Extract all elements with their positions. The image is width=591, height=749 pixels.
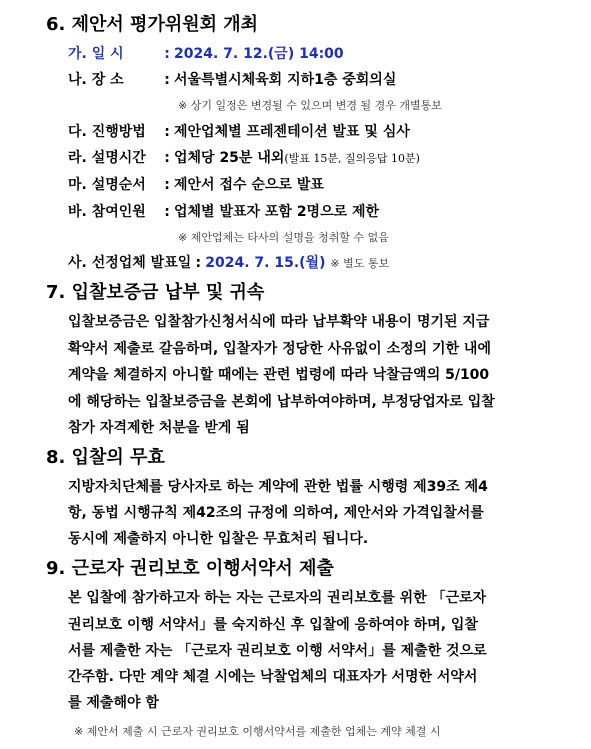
section-9-title: 9. 근로자 권리보호 이행서약서 제출 xyxy=(46,558,334,579)
colon: : xyxy=(164,177,170,193)
schedule-row-method xyxy=(68,121,410,141)
colon: : xyxy=(164,72,170,88)
participants-value: 업체별 발표자 포함 2명으로 제한 xyxy=(174,204,380,220)
sec9-line: 를 제출해야 함 xyxy=(68,695,159,711)
colon: : xyxy=(164,124,170,140)
sec9-line: 서를 제출한 자는 「근로자 권리보호 이행 서약서」를 제출한 것으로 xyxy=(68,643,487,659)
sec7-line: 입찰보증금은 입찰참가신청서식에 따라 납부확약 내용이 명기된 지급 xyxy=(68,314,490,330)
sec9-line: 간주함. 다만 계약 체결 시에는 낙찰업체의 대표자가 서명한 서약서 xyxy=(68,669,478,685)
method-label: 다. 진행방법 xyxy=(68,124,146,140)
time-value: 업체당 25분 내외 xyxy=(174,150,285,166)
colon: : xyxy=(164,204,170,220)
order-value: 제안서 접수 순으로 발표 xyxy=(174,177,324,193)
colon: : xyxy=(195,255,202,271)
participants-label: 바. 참여인원 xyxy=(68,204,146,220)
sec9-line: 본 입찰에 참가하고자 하는 자는 근로자의 권리보호를 위한 「근로자 xyxy=(68,590,487,606)
sec7-line: 에 해당하는 입찰보증금을 본회에 납부하여야하며, 부정당업자로 입찰 xyxy=(68,394,495,410)
section-8-title: 8. 입찰의 무효 xyxy=(46,447,165,468)
schedule-row-place xyxy=(68,69,396,89)
place-label: 나. 장 소 xyxy=(68,72,124,88)
sec9-line: 권리보호 이행 서약서」를 숙지하신 후 입찰에 응하여야 하며, 입찰 xyxy=(68,617,478,633)
schedule-row-date xyxy=(68,43,344,63)
schedule-row-participants xyxy=(68,201,379,221)
sec8-line: 동시에 제출하지 아니한 입찰은 무효처리 됩니다. xyxy=(68,531,369,547)
colon: : xyxy=(164,46,170,62)
schedule-row-order xyxy=(68,174,324,194)
announcement-label: 사. 선정업체 발표일 xyxy=(68,255,192,271)
schedule-row-announcement xyxy=(68,252,389,272)
announcement-note: ※ 별도 통보 xyxy=(330,257,390,270)
date-label: 가. 일 시 xyxy=(68,46,124,62)
sec8-line: 지방자치단체를 당사자로 하는 계약에 관한 법률 시행령 제39조 제4 xyxy=(68,479,488,495)
sec9-note: ※ 제안서 제출 시 근로자 권리보호 이행서약서를 제출한 업체는 계약 체결 시 xyxy=(74,725,441,738)
schedule-row-time xyxy=(68,147,420,167)
date-value: 2024. 7. 12.(금) 14:00 xyxy=(174,46,344,62)
method-value: 제안업체별 프레젠테이션 발표 및 심사 xyxy=(174,124,410,140)
section-6-title: 6. 제안서 평가위원회 개최 xyxy=(46,14,259,35)
time-detail: (발표 15분, 질의응답 10분) xyxy=(284,152,420,165)
sec8-line: 항, 동법 시행규칙 제42조의 규정에 의하여, 제안서와 가격입찰서를 xyxy=(68,505,484,521)
place-note: ※ 상기 일정은 변경될 수 있으며 변경 될 경우 개별통보 xyxy=(178,99,442,112)
time-label: 라. 설명시간 xyxy=(68,150,146,166)
sec7-line: 참가 자격제한 처분을 받게 됨 xyxy=(68,420,250,436)
sec7-line: 계약을 체결하지 아니할 때에는 관련 법령에 따라 낙찰금액의 5/100 xyxy=(68,367,490,383)
announcement-value: 2024. 7. 15.(월) xyxy=(205,255,326,271)
order-label: 마. 설명순서 xyxy=(68,177,146,193)
section-7-title: 7. 입찰보증금 납부 및 귀속 xyxy=(46,282,265,303)
place-value: 서울특별시체육회 지하1층 중회의실 xyxy=(174,72,397,88)
participants-note: ※ 제안업체는 타사의 설명을 청취할 수 없음 xyxy=(178,231,389,244)
colon: : xyxy=(164,150,170,166)
sec7-line: 확약서 제출로 갈음하며, 입찰자가 정당한 사유없이 소정의 기한 내에 xyxy=(68,341,491,357)
